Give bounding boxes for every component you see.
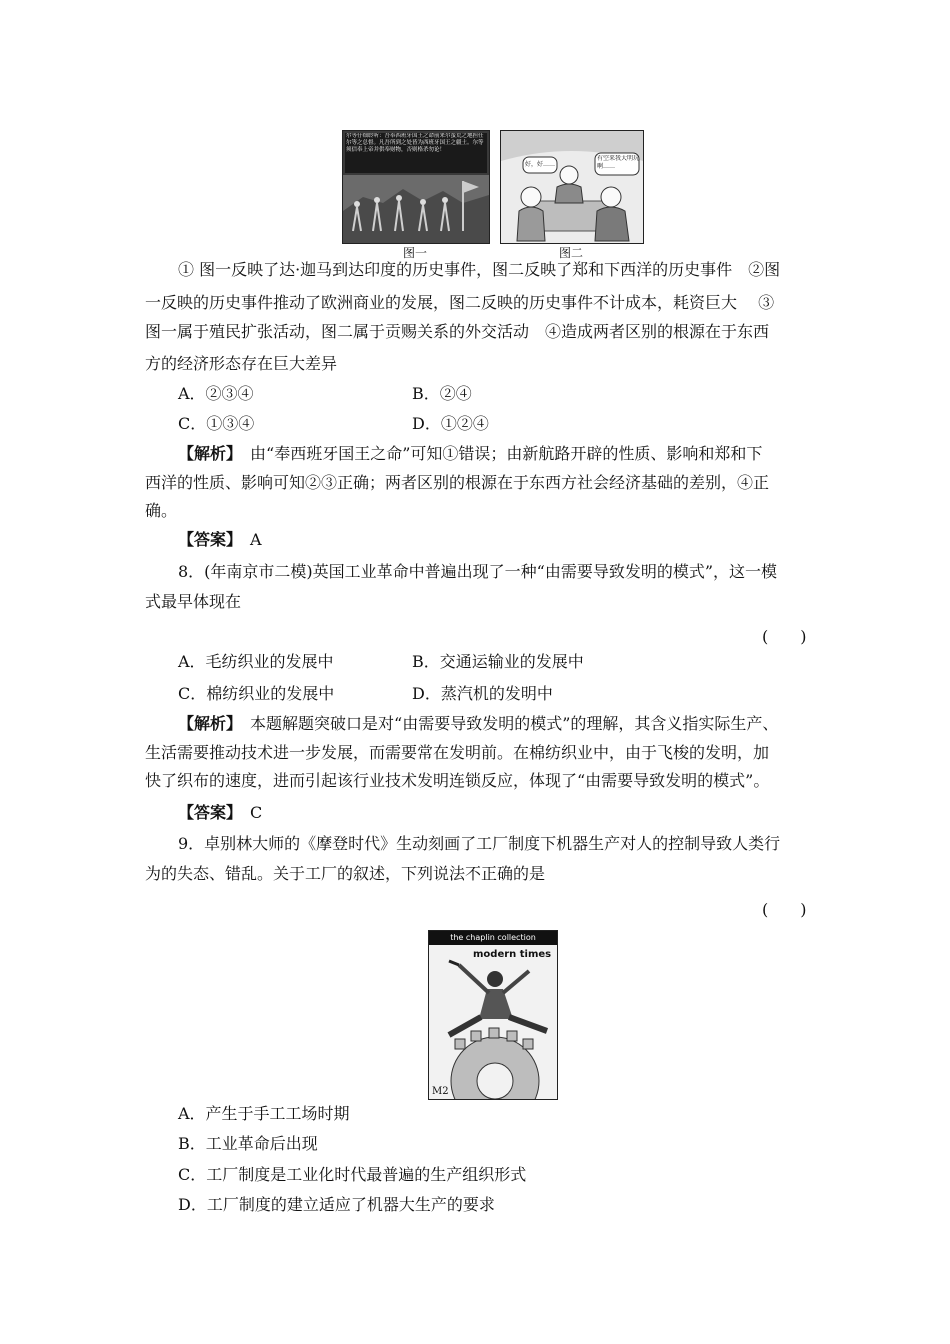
q7-analysis-text-1: 由“奉西班牙国王之命”可知①错误；由新航路开辟的性质、影响和郑和下 xyxy=(250,444,763,463)
figure-one-illustration xyxy=(343,131,489,243)
q9-option-d: D．工厂制度的建立适应了机器大生产的要求 xyxy=(178,1195,495,1214)
modern-times-poster xyxy=(428,930,558,1100)
q7-statement-line-3: 图一属于殖民扩张活动，图二属于贡赐关系的外交活动 ④造成两者区别的根源在于东西 xyxy=(145,322,770,341)
q7-analysis-line-3: 确。 xyxy=(145,501,178,520)
q9-option-a: A．产生于手工工场时期 xyxy=(178,1104,350,1123)
poster-gear-figure-illustration xyxy=(429,931,557,1099)
q8-option-a: A．毛纺织业的发展中 xyxy=(178,652,334,671)
q7-option-a: A．②③④ xyxy=(178,384,254,403)
q7-analysis-label: 【解析】 xyxy=(178,444,235,463)
figure-one-caption-text: 尔等仔细聆听：吾奉西班牙国王之命前来尔蛮荒之地担任尔等之总督。凡吾所到之处皆为西班牙国王之疆土。尔等须信奉上帝并供奉财物，否则格杀勿论！ xyxy=(346,133,484,153)
q8-stem-line-2: 式最早体现在 xyxy=(145,592,242,611)
q8-answer-blank: ( ) xyxy=(762,627,807,646)
q8-answer-value: C xyxy=(250,803,263,822)
q7-option-b: B．②④ xyxy=(412,384,472,403)
q8-option-c: C．棉纺织业的发展中 xyxy=(178,684,335,703)
q8-stem-line-1: 8．(年南京市二模)英国工业革命中普遍出现了一种“由需要导致发明的模式”，这一模 xyxy=(178,562,778,581)
figure-two-illustration xyxy=(501,131,643,243)
q7-analysis-line-2: 西洋的性质、影响可知②③正确；两者区别的根源在于东西方社会经济基础的差别，④正 xyxy=(145,473,770,492)
figure-two-bubble-one: 好，好…… xyxy=(525,161,556,168)
q8-analysis-line-3: 快了织布的速度，进而引起该行业技术发明连锁反应，体现了“由需要导致发明的模式”。 xyxy=(145,771,770,790)
q8-option-d: D．蒸汽机的发明中 xyxy=(412,684,553,703)
q8-analysis-line-2: 生活需要推动技术进一步发展，而需要常在发明前。在棉纺织业中，由于飞梭的发明，加 xyxy=(145,743,770,762)
q9-stem-line-2: 为的失态、错乱。关于工厂的叙述，下列说法不正确的是 xyxy=(145,864,546,883)
q7-answer-value: A xyxy=(250,530,262,549)
q8-answer-line xyxy=(178,803,843,823)
q7-answer-line xyxy=(178,530,843,550)
figure-two-bubble-two: 有空来我大明玩啊…… xyxy=(597,155,639,170)
q7-option-d: D．①②④ xyxy=(412,414,489,433)
poster-band-text: the chaplin collection xyxy=(429,931,557,945)
q7-statement-line-4: 方的经济形态存在巨大差异 xyxy=(145,354,338,373)
figure-one-image xyxy=(342,130,490,244)
poster-code: M2 xyxy=(432,1086,449,1097)
q7-analysis-line-1 xyxy=(178,444,843,464)
q9-option-b: B．工业革命后出现 xyxy=(178,1134,318,1153)
q9-stem-line-1: 9．卓别林大师的《摩登时代》生动刻画了工厂制度下机器生产对人的控制导致人类行 xyxy=(178,834,781,853)
q9-answer-blank: ( ) xyxy=(762,900,807,919)
q7-answer-label: 【答案】 xyxy=(178,530,235,549)
figure-one-caption: 图一 xyxy=(402,246,427,260)
q8-answer-label: 【答案】 xyxy=(178,803,235,822)
figure-two-image xyxy=(500,130,644,244)
figure-two-caption: 图二 xyxy=(558,246,583,260)
poster-title: modern times xyxy=(473,949,552,960)
q8-analysis-line-1 xyxy=(178,714,843,734)
q7-statement-line-1: ① 图一反映了达·迦马到达印度的历史事件，图二反映了郑和下西洋的历史事件 ②图 xyxy=(178,260,781,279)
q8-option-b: B．交通运输业的发展中 xyxy=(412,652,584,671)
figure-row xyxy=(340,130,650,260)
q7-option-c: C．①③④ xyxy=(178,414,255,433)
q9-option-c: C．工厂制度是工业化时代最普遍的生产组织形式 xyxy=(178,1165,527,1184)
q8-analysis-label: 【解析】 xyxy=(178,714,235,733)
q8-analysis-text-1: 本题解题突破口是对“由需要导致发明的模式”的理解，其含义指实际生产、 xyxy=(250,714,779,733)
q7-statement-line-2: 一反映的历史事件推动了欧洲商业的发展，图二反映的历史事件不计成本，耗资巨大 ③ xyxy=(145,293,775,312)
